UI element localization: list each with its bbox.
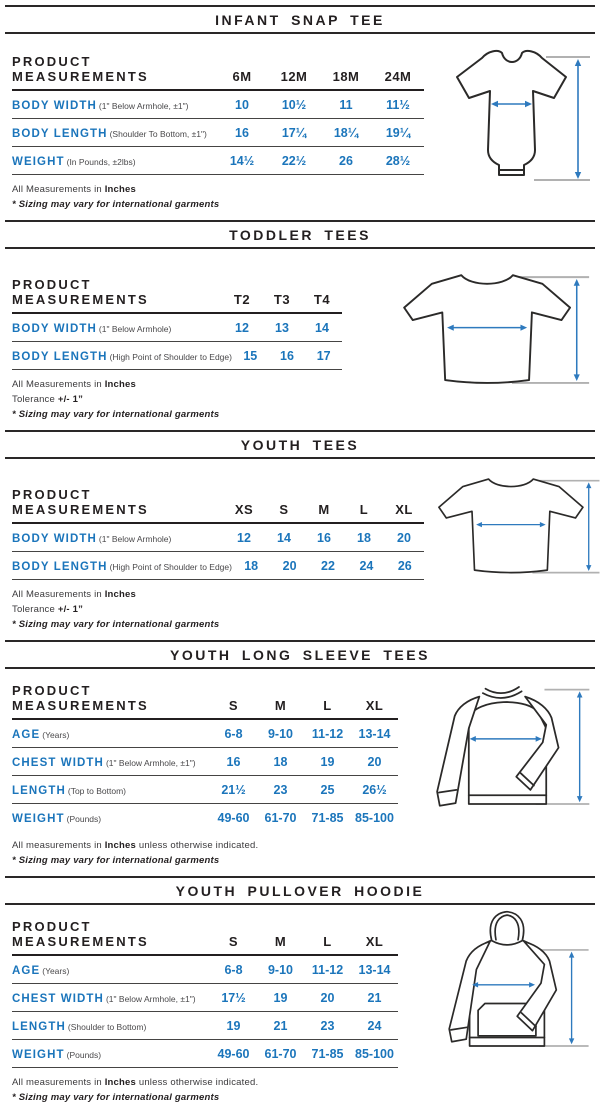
footnote-text: +/- 1” <box>57 604 84 615</box>
measurements-table <box>12 683 398 866</box>
body-length-arrow <box>586 482 591 571</box>
table-rows <box>12 720 398 831</box>
cell-value: 26½ <box>362 782 387 797</box>
measurements-table <box>12 919 398 1103</box>
row-label-text: BODY LENGTH <box>12 127 108 140</box>
row-desc: (Pounds) <box>66 1049 102 1060</box>
footnote-text: unless otherwise indicated. <box>136 1077 259 1088</box>
cell-value: 14 <box>277 530 291 545</box>
row-label-text: WEIGHT <box>12 812 65 825</box>
column-header: L <box>359 502 369 517</box>
table-row <box>12 524 424 552</box>
cell-value: 14 <box>315 320 329 335</box>
body-length-arrow <box>575 59 581 179</box>
row-desc: (Top to Bottom) <box>67 785 126 796</box>
footnote <box>12 1092 398 1103</box>
column-header: 18M <box>332 69 360 84</box>
section-title-band <box>5 876 595 905</box>
cell-value: 23 <box>273 782 288 797</box>
cell-value: 16 <box>317 530 331 545</box>
cell-value: 11-12 <box>311 962 344 977</box>
row-label-text: BODY LENGTH <box>12 350 108 363</box>
size-chart-document <box>0 5 600 1113</box>
column-header: S <box>279 502 289 517</box>
table-row <box>12 720 398 748</box>
section-body <box>0 905 600 1113</box>
cell-value: 16 <box>226 754 241 769</box>
footnote <box>12 619 424 630</box>
section-title-band <box>5 5 595 34</box>
column-header: 6M <box>232 69 252 84</box>
row-desc: (High Point of Shoulder to Edge) <box>109 351 232 362</box>
cell-value: 22½ <box>281 153 307 168</box>
row-desc: (Years) <box>42 965 70 976</box>
garment-illustration <box>424 465 600 585</box>
footnote <box>12 1077 398 1088</box>
cell-value: 16 <box>235 125 249 140</box>
cell-value: 18 <box>273 754 288 769</box>
cell-value: 21 <box>273 1018 288 1033</box>
table-rows <box>12 91 424 175</box>
footnote-text: All Measurements in <box>12 184 105 195</box>
garment-illustration <box>416 672 592 822</box>
cell-value: 10½ <box>281 97 307 112</box>
table-row <box>12 91 424 119</box>
cell-value: 61-70 <box>264 1046 297 1061</box>
cell-value: 21 <box>367 990 382 1005</box>
table-row <box>12 1012 398 1040</box>
footnote <box>12 604 424 615</box>
cell-value: 11 <box>339 97 353 112</box>
body-length-arrow <box>574 279 580 381</box>
longsleeve-outline <box>437 687 558 806</box>
row-label <box>12 529 224 547</box>
cell-value: 25 <box>320 782 335 797</box>
cell-value: 13-14 <box>358 962 391 977</box>
cell-value: 49-60 <box>217 810 250 825</box>
footnote-text: * Sizing may vary for international garments <box>12 619 220 630</box>
table-rows <box>12 524 424 580</box>
column-header: 24M <box>384 69 412 84</box>
column-header: L <box>323 698 332 713</box>
product-measurements-label: PRODUCT MEASUREMENTS <box>12 683 149 713</box>
table-row <box>12 984 398 1012</box>
table-row <box>12 956 398 984</box>
section-body <box>0 459 600 640</box>
footnote <box>12 184 424 195</box>
section-title-band <box>5 220 595 249</box>
cell-value: 18¼ <box>333 125 359 140</box>
footnotes <box>12 1077 398 1103</box>
footnote-text: All measurements in <box>12 840 105 851</box>
size-chart-section <box>0 640 600 876</box>
row-label <box>12 557 232 575</box>
column-header: T4 <box>313 292 331 307</box>
column-header: L <box>323 934 332 949</box>
footnote <box>12 394 342 405</box>
table-row <box>12 314 342 342</box>
section-body <box>0 669 600 876</box>
cell-value: 85-100 <box>355 810 394 825</box>
section-body <box>0 34 600 220</box>
row-label-text: CHEST WIDTH <box>12 992 104 1005</box>
cell-value: 19¼ <box>385 125 411 140</box>
row-label <box>12 319 222 337</box>
column-header: XL <box>395 502 413 517</box>
onesie-diagram <box>432 44 592 199</box>
row-label <box>12 781 210 799</box>
cell-value: 9-10 <box>267 962 294 977</box>
footnote-text: Inches <box>104 184 136 195</box>
cell-value: 16 <box>280 348 294 363</box>
footnote-text: * Sizing may vary for international garments <box>12 1092 220 1103</box>
footnote <box>12 409 342 420</box>
row-desc: (Shoulder To Bottom, ±1") <box>109 128 207 139</box>
footnotes <box>12 840 398 866</box>
cell-value: 15 <box>243 348 258 363</box>
row-label-text: LENGTH <box>12 1020 66 1033</box>
row-label <box>12 96 216 114</box>
hoodie-diagram <box>422 910 592 1059</box>
row-label <box>12 152 216 170</box>
table-row <box>12 1040 398 1068</box>
column-header: T2 <box>233 292 251 307</box>
cell-value: 49-60 <box>217 1046 250 1061</box>
section-title: YOUTH TEES <box>240 437 360 453</box>
section-title-band <box>5 640 595 669</box>
table-row <box>12 342 342 370</box>
column-header: M <box>274 698 287 713</box>
cell-value: 17½ <box>221 990 246 1005</box>
cell-value: 10 <box>235 97 249 112</box>
footnotes <box>12 184 424 210</box>
row-desc: (Years) <box>42 729 70 740</box>
footnote-text: Inches <box>104 1077 136 1088</box>
footnote-text: * Sizing may vary for international garments <box>12 199 220 210</box>
row-label-text: BODY LENGTH <box>12 560 108 573</box>
cell-value: 6-8 <box>224 962 243 977</box>
column-header: XS <box>234 502 254 517</box>
table-header-row <box>12 277 342 314</box>
footnote <box>12 840 398 851</box>
row-label-text: CHEST WIDTH <box>12 756 104 769</box>
footnote-text: Inches <box>104 840 136 851</box>
cell-value: 71-85 <box>311 1046 344 1061</box>
row-label-text: AGE <box>12 964 41 977</box>
table-header-row <box>12 683 398 720</box>
cell-value: 18 <box>357 530 371 545</box>
row-label-text: BODY WIDTH <box>12 532 97 545</box>
footnote-text: unless otherwise indicated. <box>136 840 259 851</box>
table-rows <box>12 956 398 1068</box>
length-arrow <box>577 691 583 802</box>
tshirt-diagram <box>424 465 600 585</box>
footnote-text: * Sizing may vary for international garments <box>12 409 220 420</box>
cell-value: 19 <box>320 754 335 769</box>
table-header-row <box>12 919 398 956</box>
column-header: XL <box>365 698 384 713</box>
row-label <box>12 124 216 142</box>
tshirt-diagram <box>387 259 592 397</box>
cell-value: 12 <box>237 530 251 545</box>
cell-value: 22 <box>321 558 335 573</box>
length-arrow <box>569 952 574 1045</box>
row-label <box>12 809 210 827</box>
row-label <box>12 753 210 771</box>
cell-value: 20 <box>397 530 411 545</box>
table-header-row <box>12 487 424 524</box>
cell-value: 85-100 <box>355 1046 394 1061</box>
row-label-text: WEIGHT <box>12 1048 65 1061</box>
row-label <box>12 961 210 979</box>
cell-value: 61-70 <box>264 810 297 825</box>
cell-value: 24 <box>359 558 374 573</box>
row-desc: (1" Below Armhole, ±1") <box>105 757 196 768</box>
row-label-text: AGE <box>12 728 41 741</box>
garment-illustration <box>387 259 592 397</box>
row-label-text: BODY WIDTH <box>12 322 97 335</box>
size-chart-section <box>0 220 600 430</box>
row-label <box>12 347 232 365</box>
row-label <box>12 725 210 743</box>
column-header: S <box>228 698 239 713</box>
column-header: 12M <box>280 69 308 84</box>
cell-value: 6-8 <box>224 726 243 741</box>
cell-value: 13-14 <box>358 726 391 741</box>
section-title: YOUTH LONG SLEEVE TEES <box>170 647 430 663</box>
footnote <box>12 589 424 600</box>
garment-illustration <box>422 910 592 1059</box>
product-measurements-label: PRODUCT MEASUREMENTS <box>12 487 149 517</box>
row-label <box>12 1017 210 1035</box>
footnotes <box>12 589 424 630</box>
cell-value: 19 <box>273 990 288 1005</box>
row-label-text: BODY WIDTH <box>12 99 97 112</box>
section-title: YOUTH PULLOVER HOODIE <box>175 883 425 899</box>
cell-value: 17¼ <box>281 125 307 140</box>
table-row <box>12 804 398 831</box>
row-label <box>12 1045 210 1063</box>
row-desc: (1" Below Armhole, ±1") <box>98 100 189 111</box>
size-chart-section <box>0 876 600 1113</box>
cell-value: 17 <box>316 348 331 363</box>
table-row <box>12 776 398 804</box>
cell-value: 26 <box>339 153 353 168</box>
row-desc: (High Point of Shoulder to Edge) <box>109 561 232 572</box>
cell-value: 13 <box>275 320 289 335</box>
section-title: TODDLER TEES <box>229 227 371 243</box>
footnote-text: All Measurements in <box>12 379 105 390</box>
column-header: S <box>228 934 239 949</box>
table-row <box>12 748 398 776</box>
footnote-text: Tolerance <box>12 604 58 615</box>
footnote-text: Tolerance <box>12 394 58 405</box>
row-desc: (1" Below Armhole, ±1") <box>105 993 196 1004</box>
cell-value: 19 <box>226 1018 241 1033</box>
row-desc: (Pounds) <box>66 813 102 824</box>
footnote-text: All measurements in <box>12 1077 105 1088</box>
cell-value: 9-10 <box>267 726 294 741</box>
footnote-text: All Measurements in <box>12 589 105 600</box>
measurements-table <box>12 487 424 630</box>
cell-value: 20 <box>282 558 297 573</box>
footnotes <box>12 379 342 420</box>
footnote-text: * Sizing may vary for international garments <box>12 855 220 866</box>
row-desc: (1" Below Armhole) <box>98 323 172 334</box>
measurements-table <box>12 54 424 210</box>
cell-value: 24 <box>367 1018 382 1033</box>
product-measurements-label: PRODUCT MEASUREMENTS <box>12 54 149 84</box>
cell-value: 71-85 <box>311 810 344 825</box>
row-label-text: WEIGHT <box>12 155 65 168</box>
row-desc: (Shoulder to Bottom) <box>67 1021 147 1032</box>
table-row <box>12 552 424 580</box>
cell-value: 18 <box>244 558 259 573</box>
footnote-text: Inches <box>104 589 136 600</box>
hoodie-outline <box>449 912 556 1046</box>
cell-value: 21½ <box>221 782 246 797</box>
column-header: M <box>318 502 330 517</box>
footnote <box>12 199 424 210</box>
table-rows <box>12 314 342 370</box>
footnote <box>12 855 398 866</box>
cell-value: 11-12 <box>311 726 344 741</box>
cell-value: 14½ <box>229 153 255 168</box>
table-header-row <box>12 54 424 91</box>
row-desc: (1" Below Armhole) <box>98 533 172 544</box>
size-chart-section <box>0 430 600 640</box>
measurements-table <box>12 277 342 420</box>
tshirt-outline <box>439 479 583 573</box>
row-label <box>12 989 210 1007</box>
cell-value: 28½ <box>385 153 411 168</box>
cell-value: 12 <box>235 320 249 335</box>
product-measurements-label: PRODUCT MEASUREMENTS <box>12 277 149 307</box>
cell-value: 23 <box>320 1018 335 1033</box>
section-body <box>0 249 600 430</box>
size-chart-section <box>0 5 600 220</box>
column-header: M <box>274 934 287 949</box>
section-title: INFANT SNAP TEE <box>215 12 385 28</box>
table-row <box>12 147 424 175</box>
section-title-band <box>5 430 595 459</box>
longsleeve-diagram <box>416 672 592 822</box>
footnote-text: Inches <box>104 379 136 390</box>
column-header: T3 <box>273 292 291 307</box>
row-label-text: LENGTH <box>12 784 66 797</box>
tshirt-outline <box>404 275 570 383</box>
column-header: XL <box>365 934 384 949</box>
cell-value: 20 <box>367 754 382 769</box>
cell-value: 11½ <box>386 97 410 112</box>
row-desc: (In Pounds, ±2lbs) <box>66 156 136 167</box>
footnote <box>12 379 342 390</box>
garment-illustration <box>432 44 592 199</box>
cell-value: 20 <box>320 990 335 1005</box>
onesie-outline <box>457 51 566 175</box>
product-measurements-label: PRODUCT MEASUREMENTS <box>12 919 149 949</box>
footnote-text: +/- 1” <box>57 394 84 405</box>
cell-value: 26 <box>397 558 412 573</box>
table-row <box>12 119 424 147</box>
